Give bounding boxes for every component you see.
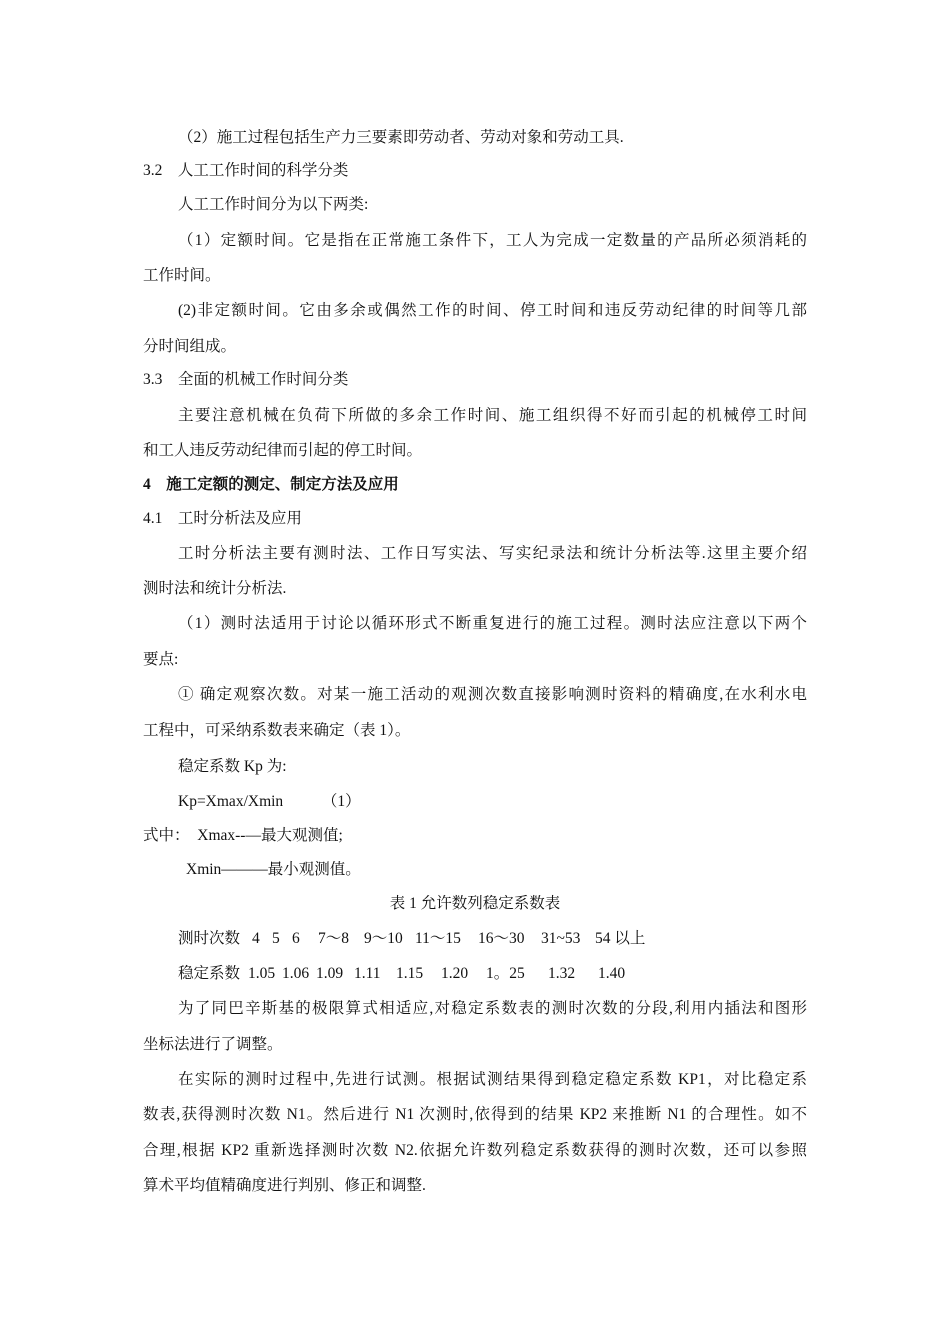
table-title: 表 1 允许数列稳定系数表 [389, 895, 561, 912]
paragraph-line: 稳定系数 Kp 为: [178, 758, 287, 775]
paragraph-line: 主要注意机械在负荷下所做的多余工作时间、施工组织得不好而引起的机械停工时间 [178, 407, 807, 424]
table-row-label: 测时次数 [178, 930, 241, 947]
table-cell: 9～10 [364, 930, 403, 947]
table-cell: 1。25 [486, 965, 525, 982]
section-heading: 3.3 全面的机械工作时间分类 [143, 371, 349, 388]
table-cell: 31~53 [541, 930, 581, 947]
paragraph-line: 在实际的测时过程中,先进行试测。根据试测结果得到稳定稳定系数 KP1，对比稳定系 [178, 1071, 807, 1088]
table-cell: 1.11 [354, 965, 381, 982]
paragraph-line: 分时间组成。 [143, 338, 237, 355]
formula-note: 式中： Xmax--—最大观测值; [143, 827, 343, 844]
paragraph-line: ① 确定观察次数。对某一施工活动的观测次数直接影响测时资料的精确度,在水利水电 [178, 686, 807, 703]
paragraph-line: （1）定额时间。它是指在正常施工条件下，工人为完成一定数量的产品所必须消耗的 [178, 232, 807, 249]
paragraph-line: 和工人违反劳动纪律而引起的停工时间。 [143, 442, 423, 459]
table-cell: 1.15 [396, 965, 424, 982]
table-cell: 5 [272, 930, 280, 947]
table-cell: 16～30 [478, 930, 525, 947]
paragraph-line: 合理,根据 KP2 重新选择测时次数 N2.依据允许数列稳定系数获得的测时次数，还可以参照 [143, 1142, 807, 1159]
paragraph-line: 要点: [143, 651, 179, 668]
table-cell: 4 [252, 930, 260, 947]
table-cell: 1.05 [248, 965, 276, 982]
paragraph-line: 数表,获得测时次数 N1。然后进行 N1 次测时,依得到的结果 KP2 来推断 N1 的合理性。如不 [143, 1106, 807, 1123]
table-cell: 54 以上 [595, 930, 646, 947]
paragraph-line: 工时分析法主要有测时法、工作日写实法、写实纪录法和统计分析法等.这里主要介绍 [178, 545, 807, 562]
paragraph-line: 工程中，可采纳系数表来确定（表 1）。 [143, 722, 411, 739]
paragraph-line: 人工工作时间分为以下两类: [178, 196, 369, 213]
section-heading: 3.2 人工工作时间的科学分类 [143, 162, 349, 179]
table-cell: 1.06 [282, 965, 310, 982]
table-cell: 7～8 [318, 930, 350, 947]
table-cell: 1.40 [598, 965, 626, 982]
table-cell: 1.32 [548, 965, 576, 982]
table-row [178, 928, 645, 950]
paragraph-line: （1）测时法适用于讨论以循环形式不断重复进行的施工过程。测时法应注意以下两个 [178, 615, 807, 632]
section-heading: 4.1 工时分析法及应用 [143, 510, 302, 527]
formula-note: Xmin———最小观测值。 [186, 861, 361, 878]
table-row-label: 稳定系数 [178, 965, 241, 982]
paragraph-line: 工作时间。 [143, 267, 221, 284]
paragraph-line: 坐标法进行了调整。 [143, 1036, 283, 1053]
paragraph-line: （2）施工过程包括生产力三要素即劳动者、劳动对象和劳动工具. [178, 129, 624, 146]
paragraph-line: 测时法和统计分析法. [143, 580, 287, 597]
table-cell: 1.09 [316, 965, 344, 982]
paragraph-line: 为了同巴辛斯基的极限算式相适应,对稳定系数表的测时次数的分段,利用内插法和图形 [178, 1000, 807, 1017]
table-cell: 11～15 [415, 930, 461, 947]
formula-line: Kp=Xmax/Xmin （1） [178, 793, 361, 810]
chapter-heading: 4 施工定额的测定、制定方法及应用 [143, 476, 399, 493]
paragraph-line: (2)非定额时间。它由多余或偶然工作的时间、停工时间和违反劳动纪律的时间等几部 [178, 302, 807, 319]
paragraph-line: 算术平均值精确度进行判别、修正和调整. [143, 1177, 426, 1194]
table-row [178, 963, 625, 985]
table-cell: 1.20 [441, 965, 469, 982]
table-cell: 6 [292, 930, 300, 947]
